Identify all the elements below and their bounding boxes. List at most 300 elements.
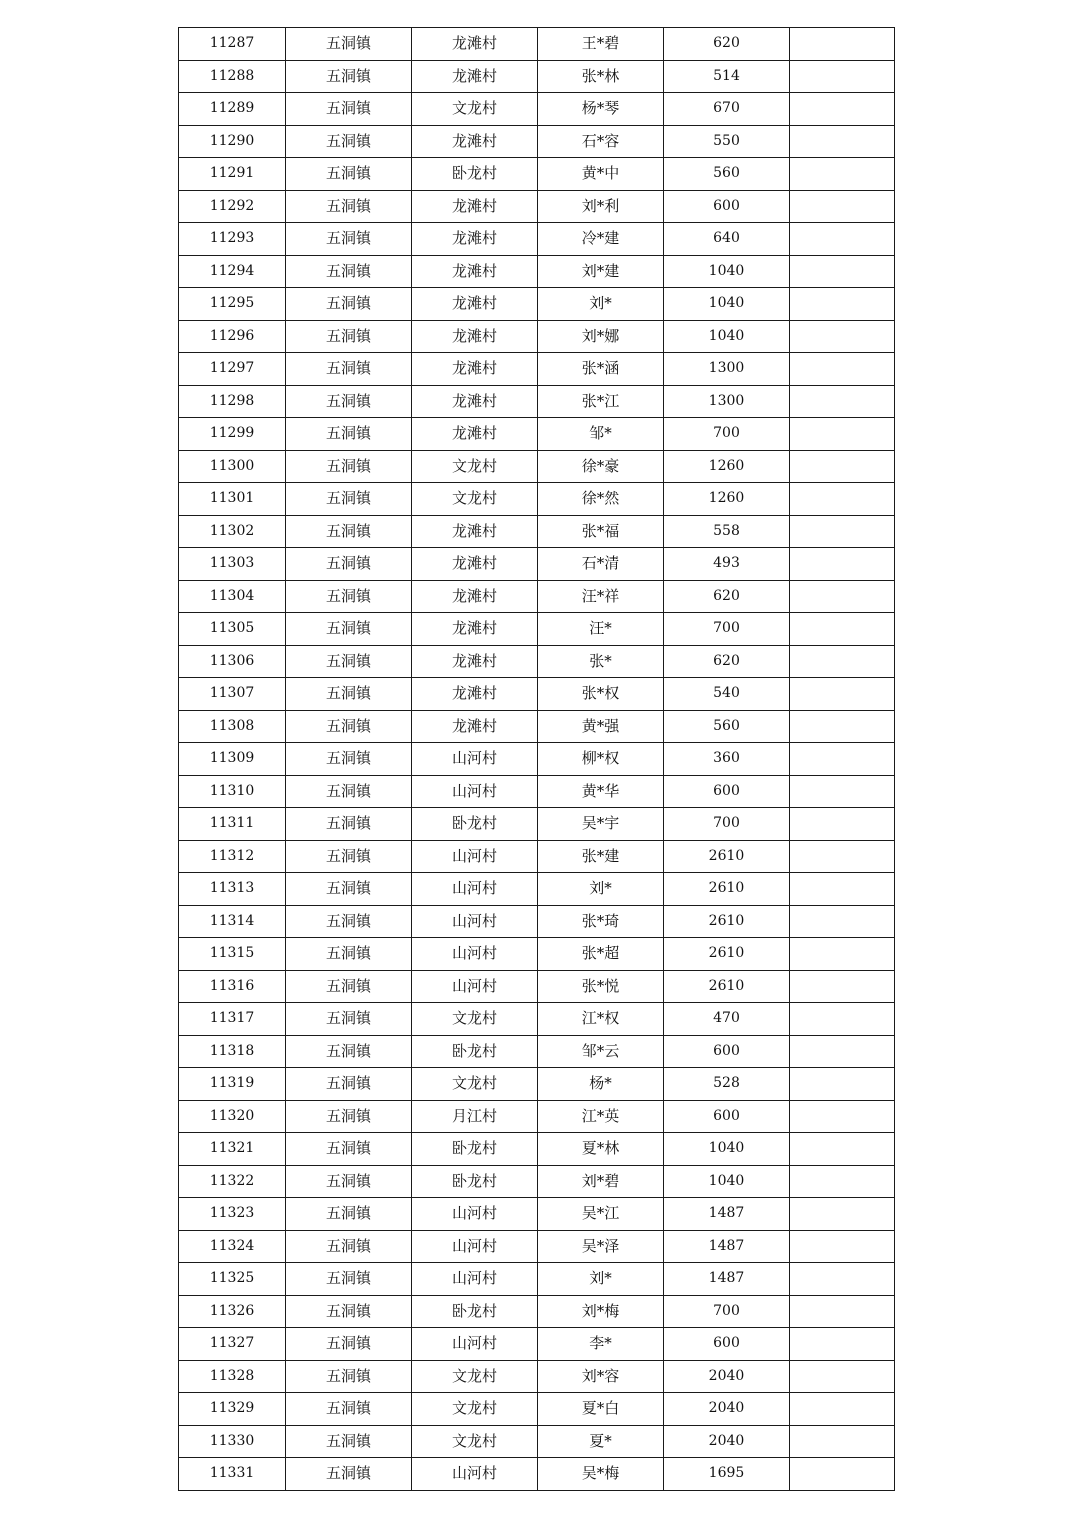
table-row <box>179 28 895 61</box>
cell-serial-number: 11324 <box>179 1230 286 1263</box>
cell-amount: 700 <box>664 418 790 451</box>
cell-town: 五洞镇 <box>286 970 412 1003</box>
subsidy-table <box>178 27 895 1491</box>
cell-town: 五洞镇 <box>286 483 412 516</box>
cell-note <box>790 645 895 678</box>
cell-town: 五洞镇 <box>286 125 412 158</box>
table-row <box>179 1458 895 1491</box>
cell-serial-number: 11301 <box>179 483 286 516</box>
cell-town: 五洞镇 <box>286 743 412 776</box>
cell-town: 五洞镇 <box>286 548 412 581</box>
cell-town: 五洞镇 <box>286 385 412 418</box>
cell-name: 张*琦 <box>538 905 664 938</box>
cell-serial-number: 11305 <box>179 613 286 646</box>
table-row <box>179 808 895 841</box>
cell-town: 五洞镇 <box>286 905 412 938</box>
cell-town: 五洞镇 <box>286 1003 412 1036</box>
cell-note <box>790 255 895 288</box>
cell-name: 柳*权 <box>538 743 664 776</box>
cell-town: 五洞镇 <box>286 60 412 93</box>
cell-serial-number: 11296 <box>179 320 286 353</box>
cell-note <box>790 1198 895 1231</box>
cell-name: 汪* <box>538 613 664 646</box>
cell-amount: 540 <box>664 678 790 711</box>
cell-serial-number: 11320 <box>179 1100 286 1133</box>
cell-name: 吴*梅 <box>538 1458 664 1491</box>
cell-village: 文龙村 <box>412 1003 538 1036</box>
cell-town: 五洞镇 <box>286 1100 412 1133</box>
cell-village: 文龙村 <box>412 483 538 516</box>
cell-town: 五洞镇 <box>286 158 412 191</box>
cell-amount: 560 <box>664 710 790 743</box>
table-row <box>179 873 895 906</box>
cell-village: 卧龙村 <box>412 158 538 191</box>
cell-amount: 1300 <box>664 385 790 418</box>
cell-note <box>790 905 895 938</box>
cell-name: 刘*碧 <box>538 1165 664 1198</box>
cell-note <box>790 1100 895 1133</box>
cell-amount: 2040 <box>664 1425 790 1458</box>
cell-village: 文龙村 <box>412 1068 538 1101</box>
cell-village: 龙滩村 <box>412 418 538 451</box>
cell-village: 山河村 <box>412 1328 538 1361</box>
table-row <box>179 255 895 288</box>
table-row <box>179 743 895 776</box>
table-row <box>179 1100 895 1133</box>
cell-serial-number: 11295 <box>179 288 286 321</box>
table-row <box>179 1003 895 1036</box>
cell-town: 五洞镇 <box>286 190 412 223</box>
cell-amount: 600 <box>664 1328 790 1361</box>
cell-town: 五洞镇 <box>286 678 412 711</box>
cell-village: 卧龙村 <box>412 1035 538 1068</box>
table-row <box>179 613 895 646</box>
cell-serial-number: 11307 <box>179 678 286 711</box>
cell-amount: 558 <box>664 515 790 548</box>
table-row <box>179 353 895 386</box>
cell-note <box>790 385 895 418</box>
cell-town: 五洞镇 <box>286 93 412 126</box>
cell-town: 五洞镇 <box>286 1263 412 1296</box>
cell-village: 龙滩村 <box>412 710 538 743</box>
cell-serial-number: 11331 <box>179 1458 286 1491</box>
cell-note <box>790 288 895 321</box>
cell-amount: 640 <box>664 223 790 256</box>
cell-name: 刘*建 <box>538 255 664 288</box>
table-row <box>179 1425 895 1458</box>
table-row <box>179 678 895 711</box>
cell-note <box>790 1263 895 1296</box>
cell-note <box>790 1328 895 1361</box>
cell-serial-number: 11326 <box>179 1295 286 1328</box>
cell-note <box>790 840 895 873</box>
cell-name: 刘*容 <box>538 1360 664 1393</box>
cell-name: 徐*然 <box>538 483 664 516</box>
cell-town: 五洞镇 <box>286 1068 412 1101</box>
cell-village: 山河村 <box>412 1230 538 1263</box>
table-row <box>179 1295 895 1328</box>
cell-amount: 600 <box>664 1035 790 1068</box>
cell-name: 王*碧 <box>538 28 664 61</box>
cell-serial-number: 11293 <box>179 223 286 256</box>
cell-note <box>790 873 895 906</box>
cell-amount: 1695 <box>664 1458 790 1491</box>
cell-amount: 600 <box>664 775 790 808</box>
cell-amount: 1040 <box>664 288 790 321</box>
cell-name: 刘* <box>538 873 664 906</box>
cell-town: 五洞镇 <box>286 1393 412 1426</box>
cell-note <box>790 1360 895 1393</box>
cell-name: 吴*宇 <box>538 808 664 841</box>
cell-note <box>790 1425 895 1458</box>
cell-note <box>790 613 895 646</box>
cell-name: 张*建 <box>538 840 664 873</box>
cell-town: 五洞镇 <box>286 710 412 743</box>
cell-amount: 470 <box>664 1003 790 1036</box>
cell-note <box>790 743 895 776</box>
cell-town: 五洞镇 <box>286 613 412 646</box>
cell-village: 龙滩村 <box>412 515 538 548</box>
cell-village: 龙滩村 <box>412 28 538 61</box>
cell-town: 五洞镇 <box>286 873 412 906</box>
cell-village: 龙滩村 <box>412 645 538 678</box>
cell-note <box>790 808 895 841</box>
cell-serial-number: 11329 <box>179 1393 286 1426</box>
cell-serial-number: 11314 <box>179 905 286 938</box>
cell-town: 五洞镇 <box>286 320 412 353</box>
cell-amount: 550 <box>664 125 790 158</box>
cell-name: 夏*林 <box>538 1133 664 1166</box>
cell-note <box>790 1458 895 1491</box>
cell-town: 五洞镇 <box>286 1360 412 1393</box>
table-row <box>179 840 895 873</box>
cell-serial-number: 11294 <box>179 255 286 288</box>
cell-village: 月江村 <box>412 1100 538 1133</box>
table-row <box>179 1035 895 1068</box>
cell-town: 五洞镇 <box>286 1425 412 1458</box>
cell-town: 五洞镇 <box>286 1165 412 1198</box>
cell-amount: 2610 <box>664 840 790 873</box>
cell-amount: 1260 <box>664 450 790 483</box>
cell-village: 山河村 <box>412 1198 538 1231</box>
cell-name: 石*容 <box>538 125 664 158</box>
cell-note <box>790 1165 895 1198</box>
cell-note <box>790 548 895 581</box>
cell-note <box>790 1003 895 1036</box>
cell-town: 五洞镇 <box>286 1230 412 1263</box>
table-row <box>179 905 895 938</box>
cell-amount: 600 <box>664 190 790 223</box>
cell-village: 山河村 <box>412 970 538 1003</box>
cell-name: 杨* <box>538 1068 664 1101</box>
cell-serial-number: 11328 <box>179 1360 286 1393</box>
cell-town: 五洞镇 <box>286 1133 412 1166</box>
cell-name: 黄*强 <box>538 710 664 743</box>
table-row <box>179 775 895 808</box>
cell-note <box>790 320 895 353</box>
table-row <box>179 385 895 418</box>
cell-serial-number: 11318 <box>179 1035 286 1068</box>
cell-serial-number: 11316 <box>179 970 286 1003</box>
cell-serial-number: 11298 <box>179 385 286 418</box>
cell-amount: 560 <box>664 158 790 191</box>
cell-town: 五洞镇 <box>286 1198 412 1231</box>
cell-serial-number: 11304 <box>179 580 286 613</box>
cell-serial-number: 11287 <box>179 28 286 61</box>
cell-serial-number: 11330 <box>179 1425 286 1458</box>
cell-town: 五洞镇 <box>286 223 412 256</box>
table-row <box>179 515 895 548</box>
table-row <box>179 1165 895 1198</box>
cell-amount: 620 <box>664 580 790 613</box>
cell-name: 张*涵 <box>538 353 664 386</box>
cell-note <box>790 1295 895 1328</box>
cell-village: 龙滩村 <box>412 255 538 288</box>
cell-town: 五洞镇 <box>286 288 412 321</box>
cell-village: 山河村 <box>412 873 538 906</box>
table-row <box>179 1230 895 1263</box>
cell-note <box>790 483 895 516</box>
cell-name: 刘* <box>538 1263 664 1296</box>
cell-amount: 493 <box>664 548 790 581</box>
cell-name: 张*林 <box>538 60 664 93</box>
cell-village: 龙滩村 <box>412 548 538 581</box>
cell-serial-number: 11313 <box>179 873 286 906</box>
cell-amount: 360 <box>664 743 790 776</box>
table-row <box>179 483 895 516</box>
cell-village: 龙滩村 <box>412 353 538 386</box>
cell-serial-number: 11310 <box>179 775 286 808</box>
cell-serial-number: 11323 <box>179 1198 286 1231</box>
cell-village: 龙滩村 <box>412 580 538 613</box>
cell-amount: 1487 <box>664 1263 790 1296</box>
cell-note <box>790 28 895 61</box>
cell-village: 文龙村 <box>412 93 538 126</box>
cell-village: 龙滩村 <box>412 60 538 93</box>
cell-amount: 700 <box>664 613 790 646</box>
cell-town: 五洞镇 <box>286 418 412 451</box>
table-row <box>179 1133 895 1166</box>
cell-town: 五洞镇 <box>286 1035 412 1068</box>
table-row <box>179 548 895 581</box>
cell-village: 龙滩村 <box>412 288 538 321</box>
cell-serial-number: 11309 <box>179 743 286 776</box>
cell-note <box>790 580 895 613</box>
cell-amount: 620 <box>664 645 790 678</box>
cell-note <box>790 353 895 386</box>
cell-note <box>790 678 895 711</box>
table-row <box>179 60 895 93</box>
cell-village: 龙滩村 <box>412 320 538 353</box>
cell-village: 山河村 <box>412 840 538 873</box>
cell-note <box>790 938 895 971</box>
cell-name: 黄*中 <box>538 158 664 191</box>
cell-village: 文龙村 <box>412 1393 538 1426</box>
cell-name: 石*清 <box>538 548 664 581</box>
cell-amount: 2040 <box>664 1393 790 1426</box>
cell-serial-number: 11322 <box>179 1165 286 1198</box>
cell-amount: 1040 <box>664 1165 790 1198</box>
cell-amount: 620 <box>664 28 790 61</box>
table-row <box>179 645 895 678</box>
cell-serial-number: 11312 <box>179 840 286 873</box>
document-page <box>178 27 895 1491</box>
cell-name: 吴*江 <box>538 1198 664 1231</box>
cell-name: 夏* <box>538 1425 664 1458</box>
cell-name: 江*英 <box>538 1100 664 1133</box>
cell-note <box>790 60 895 93</box>
cell-village: 龙滩村 <box>412 385 538 418</box>
cell-name: 黄*华 <box>538 775 664 808</box>
cell-village: 龙滩村 <box>412 613 538 646</box>
cell-name: 刘*娜 <box>538 320 664 353</box>
cell-note <box>790 190 895 223</box>
cell-amount: 2610 <box>664 873 790 906</box>
cell-amount: 528 <box>664 1068 790 1101</box>
cell-town: 五洞镇 <box>286 580 412 613</box>
cell-amount: 1040 <box>664 1133 790 1166</box>
table-row <box>179 710 895 743</box>
cell-amount: 1040 <box>664 255 790 288</box>
cell-note <box>790 450 895 483</box>
cell-town: 五洞镇 <box>286 938 412 971</box>
cell-note <box>790 93 895 126</box>
cell-serial-number: 11302 <box>179 515 286 548</box>
cell-note <box>790 1133 895 1166</box>
cell-note <box>790 1035 895 1068</box>
cell-name: 张*权 <box>538 678 664 711</box>
cell-note <box>790 223 895 256</box>
cell-name: 冷*建 <box>538 223 664 256</box>
table-row <box>179 1068 895 1101</box>
cell-village: 龙滩村 <box>412 190 538 223</box>
cell-village: 龙滩村 <box>412 223 538 256</box>
cell-note <box>790 125 895 158</box>
table-row <box>179 288 895 321</box>
cell-note <box>790 710 895 743</box>
cell-amount: 670 <box>664 93 790 126</box>
cell-serial-number: 11299 <box>179 418 286 451</box>
cell-note <box>790 970 895 1003</box>
cell-town: 五洞镇 <box>286 353 412 386</box>
cell-name: 李* <box>538 1328 664 1361</box>
cell-serial-number: 11288 <box>179 60 286 93</box>
cell-town: 五洞镇 <box>286 1295 412 1328</box>
table-row <box>179 1360 895 1393</box>
table-row <box>179 1393 895 1426</box>
cell-town: 五洞镇 <box>286 840 412 873</box>
cell-serial-number: 11297 <box>179 353 286 386</box>
cell-name: 杨*琴 <box>538 93 664 126</box>
cell-name: 夏*白 <box>538 1393 664 1426</box>
cell-village: 卧龙村 <box>412 1165 538 1198</box>
cell-village: 山河村 <box>412 1458 538 1491</box>
cell-serial-number: 11325 <box>179 1263 286 1296</box>
cell-town: 五洞镇 <box>286 28 412 61</box>
cell-village: 卧龙村 <box>412 808 538 841</box>
cell-village: 龙滩村 <box>412 678 538 711</box>
cell-serial-number: 11315 <box>179 938 286 971</box>
cell-serial-number: 11306 <box>179 645 286 678</box>
cell-town: 五洞镇 <box>286 1328 412 1361</box>
cell-name: 徐*豪 <box>538 450 664 483</box>
cell-note <box>790 775 895 808</box>
cell-amount: 2610 <box>664 970 790 1003</box>
cell-amount: 1487 <box>664 1230 790 1263</box>
table-row <box>179 938 895 971</box>
cell-name: 张*江 <box>538 385 664 418</box>
table-row <box>179 1263 895 1296</box>
table-row <box>179 320 895 353</box>
cell-serial-number: 11311 <box>179 808 286 841</box>
cell-serial-number: 11327 <box>179 1328 286 1361</box>
cell-town: 五洞镇 <box>286 645 412 678</box>
cell-amount: 600 <box>664 1100 790 1133</box>
cell-amount: 1040 <box>664 320 790 353</box>
cell-serial-number: 11303 <box>179 548 286 581</box>
cell-name: 张*悦 <box>538 970 664 1003</box>
table-body <box>179 28 895 1491</box>
cell-serial-number: 11290 <box>179 125 286 158</box>
cell-village: 卧龙村 <box>412 1295 538 1328</box>
cell-village: 山河村 <box>412 905 538 938</box>
cell-town: 五洞镇 <box>286 1458 412 1491</box>
cell-serial-number: 11300 <box>179 450 286 483</box>
cell-name: 吴*泽 <box>538 1230 664 1263</box>
cell-town: 五洞镇 <box>286 515 412 548</box>
cell-town: 五洞镇 <box>286 775 412 808</box>
cell-note <box>790 158 895 191</box>
cell-name: 张* <box>538 645 664 678</box>
cell-name: 邹* <box>538 418 664 451</box>
cell-note <box>790 1393 895 1426</box>
cell-name: 汪*祥 <box>538 580 664 613</box>
cell-serial-number: 11292 <box>179 190 286 223</box>
cell-name: 刘*利 <box>538 190 664 223</box>
cell-amount: 2040 <box>664 1360 790 1393</box>
cell-note <box>790 1230 895 1263</box>
cell-village: 山河村 <box>412 743 538 776</box>
cell-name: 刘*梅 <box>538 1295 664 1328</box>
cell-serial-number: 11308 <box>179 710 286 743</box>
cell-village: 文龙村 <box>412 1425 538 1458</box>
cell-amount: 514 <box>664 60 790 93</box>
table-row <box>179 158 895 191</box>
cell-note <box>790 418 895 451</box>
cell-amount: 700 <box>664 808 790 841</box>
cell-name: 张*超 <box>538 938 664 971</box>
table-row <box>179 190 895 223</box>
cell-amount: 1300 <box>664 353 790 386</box>
cell-name: 张*福 <box>538 515 664 548</box>
cell-serial-number: 11321 <box>179 1133 286 1166</box>
table-row <box>179 450 895 483</box>
cell-town: 五洞镇 <box>286 808 412 841</box>
cell-town: 五洞镇 <box>286 450 412 483</box>
cell-village: 卧龙村 <box>412 1133 538 1166</box>
table-row <box>179 125 895 158</box>
cell-note <box>790 1068 895 1101</box>
cell-note <box>790 515 895 548</box>
table-row <box>179 1328 895 1361</box>
cell-village: 文龙村 <box>412 450 538 483</box>
cell-amount: 2610 <box>664 905 790 938</box>
table-row <box>179 418 895 451</box>
cell-village: 山河村 <box>412 1263 538 1296</box>
cell-amount: 1260 <box>664 483 790 516</box>
cell-amount: 1487 <box>664 1198 790 1231</box>
cell-town: 五洞镇 <box>286 255 412 288</box>
